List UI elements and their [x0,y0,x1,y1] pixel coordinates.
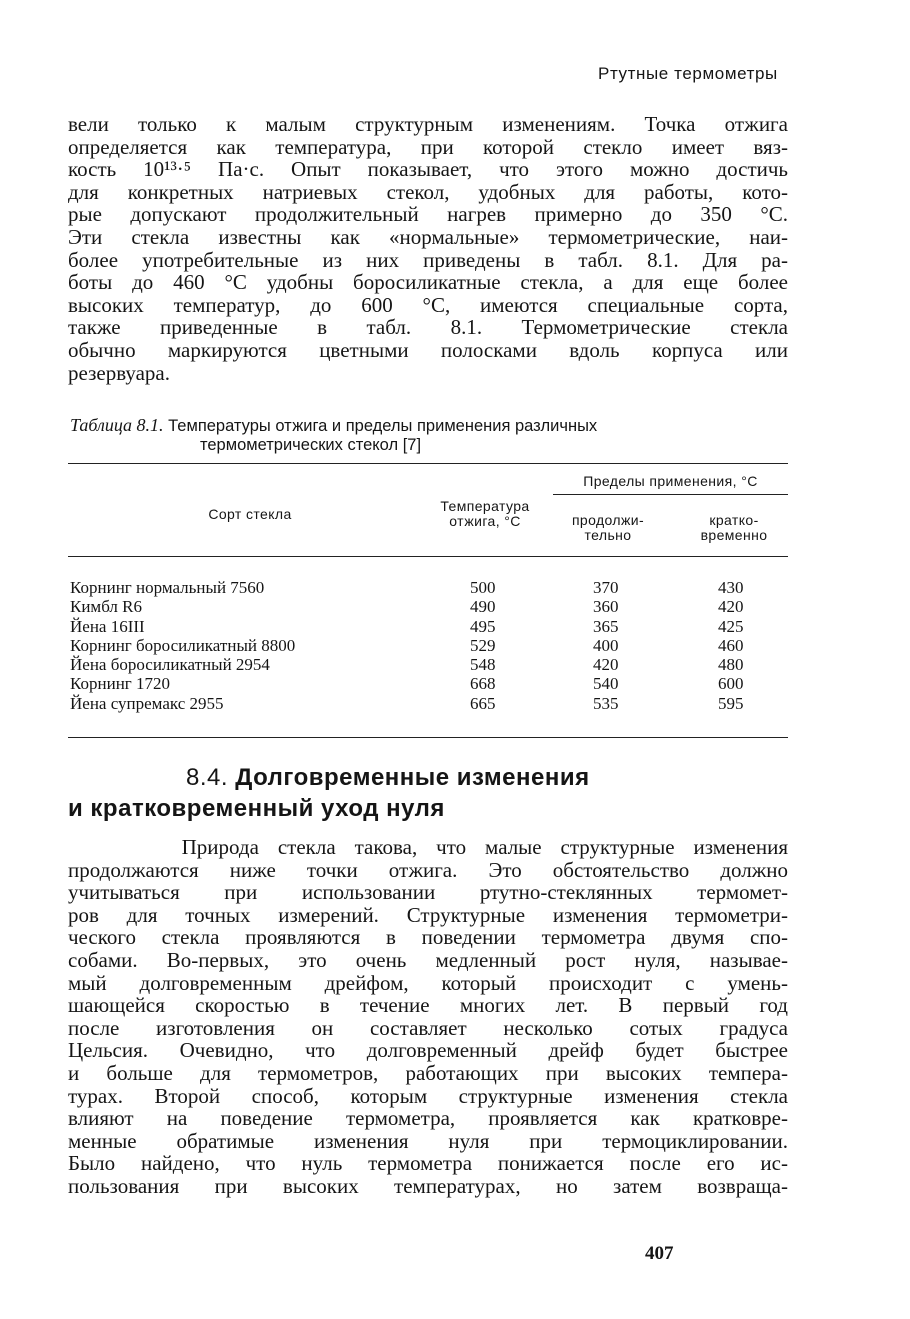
text-line: ров для точных измерений. Структурные изменения термометри- [68,902,788,927]
text-line: также приведенные в табл. 8.1. Термометрические стекла [68,315,788,340]
cell-glass: Йена супремакс 2955 [70,693,224,713]
header-limits: Пределы применения, °С [583,473,758,489]
table-row [70,597,790,616]
cell-short: 460 [718,635,744,655]
text-line: более употребительные из них приведены в табл. 8.1. Для ра- [68,247,788,272]
cell-anneal: 665 [470,693,496,713]
text-line: рые допускают продолжительный нагрев примерно до 350 °С. [68,202,788,227]
section-title-line1: Долговременные изменения [235,764,590,791]
table-group-rule [553,494,788,495]
cell-continuous: 420 [593,655,619,675]
table-caption-text: Температуры отжига и пределы применения различных [168,417,598,435]
cell-short: 420 [718,597,744,617]
header-glass: Сорт стекла [208,506,292,522]
text-line: менные обратимые изменения нуля при термоциклировании. [68,1128,788,1153]
text-line: продолжаются ниже точки отжига. Это обстоятельство должно [68,857,788,882]
text-line: вели только к малым структурным изменениям. Точка отжига [68,112,788,136]
cell-continuous: 535 [593,693,619,713]
text-line: обычно маркируются цветными полосками вдоль корпуса или [68,337,788,362]
cell-anneal: 668 [470,674,496,694]
text-line: резервуара. [68,360,171,385]
cell-continuous: 365 [593,616,619,636]
cell-continuous: 370 [593,578,619,597]
table-row [70,694,790,713]
text-line: влияют на поведение термометра, проявляется как кратковре- [68,1106,788,1131]
section-title-line2: и кратковременный уход нуля [68,795,445,822]
text-line: после изготовления он составляет несколько сотых градуса [68,1015,788,1040]
running-head: Ртутные термометры [598,64,778,83]
table-caption [70,416,597,455]
cell-anneal: 500 [470,578,496,597]
table-header-rule [68,556,788,557]
text-line: высоких температур, до 600 °С, имеются специальные сорта, [68,292,788,317]
cell-glass: Йена 16III [70,616,145,636]
section-heading-cont [68,794,445,824]
cell-anneal: 490 [470,597,496,617]
header-short [680,513,788,543]
text-line: ческого стекла проявляются в поведении термометра двумя спо- [68,925,788,950]
table-row [70,617,790,636]
text-line: кость 10¹³·⁵ Па·с. Опыт показывает, что этого можно достичь [68,157,788,182]
text-line: боты до 460 °С удобны боросиликатные стекла, а для еще более [68,270,788,295]
table-row [70,578,790,597]
text-line: Природа стекла такова, что малые структурные изменения [68,835,788,859]
text-line: шающейся скоростью в течение многих лет. В первый год [68,993,788,1018]
header-short-line2: временно [700,527,768,543]
table-row [70,674,790,693]
table-body [70,578,790,713]
text-line: пользования при высоких температурах, но затем возвраща- [68,1173,788,1198]
table-top-rule [68,463,788,464]
header-anneal-line2: отжига, °С [449,513,521,529]
cell-continuous: 400 [593,635,619,655]
cell-short: 430 [718,578,744,597]
paragraph-1 [68,113,788,384]
cell-continuous: 540 [593,674,619,694]
section-heading [186,763,590,793]
header-short-line1: кратко- [709,512,759,528]
header-continuous [553,513,663,543]
cell-short: 595 [718,693,744,713]
table-caption-text-cont: термометрических стекол [7] [200,436,422,454]
cell-short: 425 [718,616,744,636]
header-anneal [420,499,550,529]
text-line: определяется как температура, при которой стекло имеет вяз- [68,134,788,159]
text-line: учитываться при использовании ртутно-стеклянных термомет- [68,880,788,905]
section-number: 8.4. [186,764,229,791]
text-line: для конкретных натриевых стекол, удобных для работы, кото- [68,179,788,204]
cell-short: 600 [718,674,744,694]
page-number: 407 [645,1243,674,1264]
cell-short: 480 [718,655,744,675]
text-line: Было найдено, что нуль термометра понижается после его ис- [68,1151,788,1176]
text-line: собами. Во-первых, это очень медленный рост нуля, называе- [68,947,788,972]
header-continuous-line1: продолжи- [571,512,645,528]
table-caption-label: Таблица 8.1. [70,415,164,435]
text-line: Эти стекла известны как «нормальные» термометрические, наи- [68,224,788,249]
cell-glass: Йена боросиликатный 2954 [70,655,270,675]
cell-glass: Кимбл R6 [70,597,142,617]
table-row [70,655,790,674]
header-continuous-line2: тельно [584,527,632,543]
cell-continuous: 360 [593,597,619,617]
cell-anneal: 495 [470,616,496,636]
cell-glass: Корнинг 1720 [70,674,171,694]
cell-glass: Корнинг боросиликатный 8800 [70,635,296,655]
header-anneal-line1: Температура [440,498,530,514]
paragraph-2 [68,836,788,1198]
cell-glass: Корнинг нормальный 7560 [70,578,265,597]
text-line: турах. Второй способ, которым структурные изменения стекла [68,1083,788,1108]
table-bottom-rule [68,737,788,738]
cell-anneal: 548 [470,655,496,675]
cell-anneal: 529 [470,635,496,655]
text-line: Цельсия. Очевидно, что долговременный дрейф будет быстрее [68,1038,788,1063]
table-row [70,636,790,655]
text-line: мый долговременным дрейфом, который происходит с умень- [68,970,788,995]
text-line: и больше для термометров, работающих при высоких темпера- [68,1060,788,1085]
